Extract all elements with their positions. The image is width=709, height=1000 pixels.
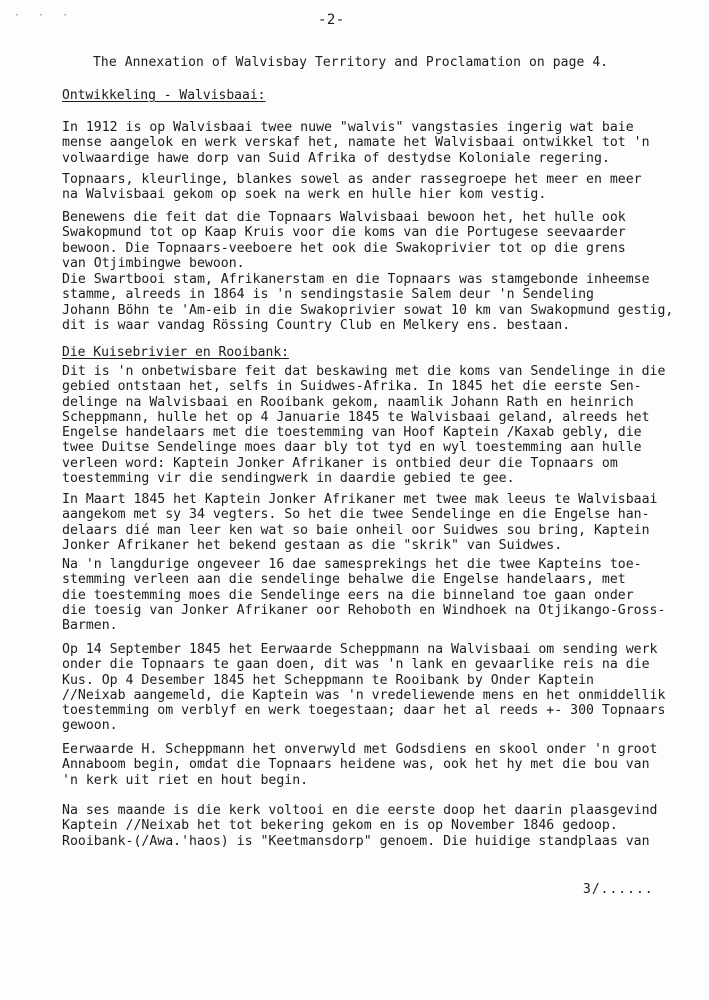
paragraph: [62, 120, 650, 166]
section-heading-walvisbaai: Ontwikkeling - Walvisbaai:: [62, 88, 266, 103]
text-line: toestemming vir die sendingwerk in daardie gebied te gee.: [62, 471, 515, 487]
text-line: die toestemming moes die Sendelinge eers na die binneland toe gaan onder: [62, 587, 634, 603]
text-line: Die Swartbooi stam, Afrikanerstam en die Topnaars was stamgebonde inheemse: [62, 272, 650, 287]
text-line: Barmen.: [62, 618, 118, 634]
paragraph: [62, 742, 658, 788]
scan-specks: · · ·: [14, 10, 75, 21]
text-line: Kus. Op 4 Desember 1845 het Scheppmann te Rooibank by Onder Kaptein: [62, 672, 594, 688]
paragraph: [62, 492, 658, 553]
text-line: Dit is 'n onbetwisbare feit dat beskawing met die koms van Sendelinge in die: [62, 364, 666, 379]
text-line: In Maart 1845 het Kaptein Jonker Afrikaner met twee mak leeus te Walvisbaai: [62, 492, 658, 507]
text-line: stemming verleen aan die sendelinge behalwe die Engelse handelaars, met: [62, 572, 626, 588]
text-line: 'n kerk uit riet en hout begin.: [62, 772, 309, 788]
paragraph: [62, 210, 642, 271]
text-line: delinge na Walvisbaai en Rooibank gekom, naamlik Johann Rath en heinrich: [62, 394, 634, 410]
paragraph: [62, 364, 666, 487]
text-line: toestemming om verblyf en werk toegestaan; daar het al reeds +- 300 Topnaars: [62, 703, 666, 719]
text-line: gebied ontstaan het, selfs in Suidwes-Afrika. In 1845 het die eerste Sen-: [62, 379, 642, 395]
text-line: Op 14 September 1845 het Eerwaarde Scheppmann na Walvisbaai om sending werk: [62, 642, 658, 657]
text-line: Scheppmann, hulle het op 4 Januarie 1845 te Walvisbaai geland, alreeds het: [62, 409, 650, 425]
text-line: onder die Topnaars te gaan doen, dit was 'n lank en gevaarlike reis na die: [62, 657, 650, 673]
text-line: gewoon.: [62, 718, 118, 734]
text-line: verleen word: Kaptein Jonker Afrikaner is ontbied deur die Topnaars om: [62, 455, 618, 471]
text-line: Eerwaarde H. Scheppmann het onverwyld met Godsdiens en skool onder 'n groot: [62, 742, 658, 757]
text-line: Annaboom begin, omdat die Topnaars heidene was, ook het hy met die bou van: [62, 757, 650, 773]
text-line: delaars dié man leer ken wat so baie onheil oor Suidwes sou bring, Kaptein: [62, 522, 650, 538]
text-line: bewoon. Die Topnaars-veeboere het ook die Swakoprivier tot op die grens: [62, 240, 626, 256]
text-line: stamme, alreeds in 1864 is 'n sendingstasie Salem deur 'n Sendeling: [62, 287, 594, 303]
text-line: mense aangelok en werk verskaf het, namate het Walvisbaai ontwikkel tot 'n: [62, 135, 650, 151]
text-line: In 1912 is op Walvisbaai twee nuwe "walvis" vangstasies ingerig wat baie: [62, 120, 634, 135]
paragraph: [62, 642, 666, 734]
text-line: die toesig van Jonker Afrikaner oor Rehoboth en Windhoek na Otjikango-Gross-: [62, 602, 666, 618]
text-line: Johann Böhn te 'Am-eib in die Swakoprivier sowat 10 km van Swakopmund gestig,: [62, 302, 674, 318]
text-line: Engelse handelaars met die toestemming van Hoof Kaptein /Kaxab gebly, die: [62, 425, 642, 441]
text-line: Rooibank-(/Awa.'haos) is "Keetmansdorp" genoem. Die huidige standplaas van: [62, 833, 650, 849]
paragraph: [62, 557, 666, 634]
text-line: volwaardige hawe dorp van Suid Afrika of destydse Koloniale regering.: [62, 150, 610, 166]
text-line: dit is waar vandag Rössing Country Club en Melkery ens. bestaan.: [62, 317, 571, 333]
text-line: van Otjimbingwe bewoon.: [62, 255, 245, 271]
text-line: Na 'n langdurige ongeveer 16 dae samesprekings het die twee Kapteins toe-: [62, 557, 642, 572]
text-line: na Walvisbaai gekom op soek na werk en hulle hier kom vestig.: [62, 187, 547, 203]
paragraph: [62, 803, 658, 849]
text-line: aangekom met sy 34 vegters. So het die twee Sendelinge en die Engelse han-: [62, 507, 650, 523]
page-number: -2-: [318, 12, 345, 28]
document-title: The Annexation of Walvisbay Territory and Proclamation on page 4.: [93, 55, 609, 70]
text-line: Jonker Afrikaner het bekend gestaan as die "skrik" van Suidwes.: [62, 537, 563, 553]
text-line: twee Duitse Sendelinge moes daar bly tot tyd en wyl toestemming aan hulle: [62, 440, 642, 456]
text-line: Topnaars, kleurlinge, blankes sowel as ander rassegroepe het meer en meer: [62, 172, 642, 187]
text-line: Na ses maande is die kerk voltooi en die eerste doop het daarin plaasgevind: [62, 803, 658, 818]
paragraph: [62, 272, 674, 333]
section-heading-kuisebrivier: Die Kuisebrivier en Rooibank:: [62, 345, 289, 360]
paragraph: [62, 172, 642, 203]
text-line: //Neixab aangemeld, die Kaptein was 'n vredeliewende mens en het onmiddellik: [62, 687, 666, 703]
continuation-marker: 3/......: [583, 882, 654, 897]
text-line: Benewens die feit dat die Topnaars Walvisbaai bewoon het, het hulle ook: [62, 210, 626, 225]
text-line: Kaptein //Neixab het tot bekering gekom en is op November 1846 gedoop.: [62, 818, 618, 834]
text-line: Swakopmund tot op Kaap Kruis voor die koms van die Portugese seevaarder: [62, 225, 626, 241]
